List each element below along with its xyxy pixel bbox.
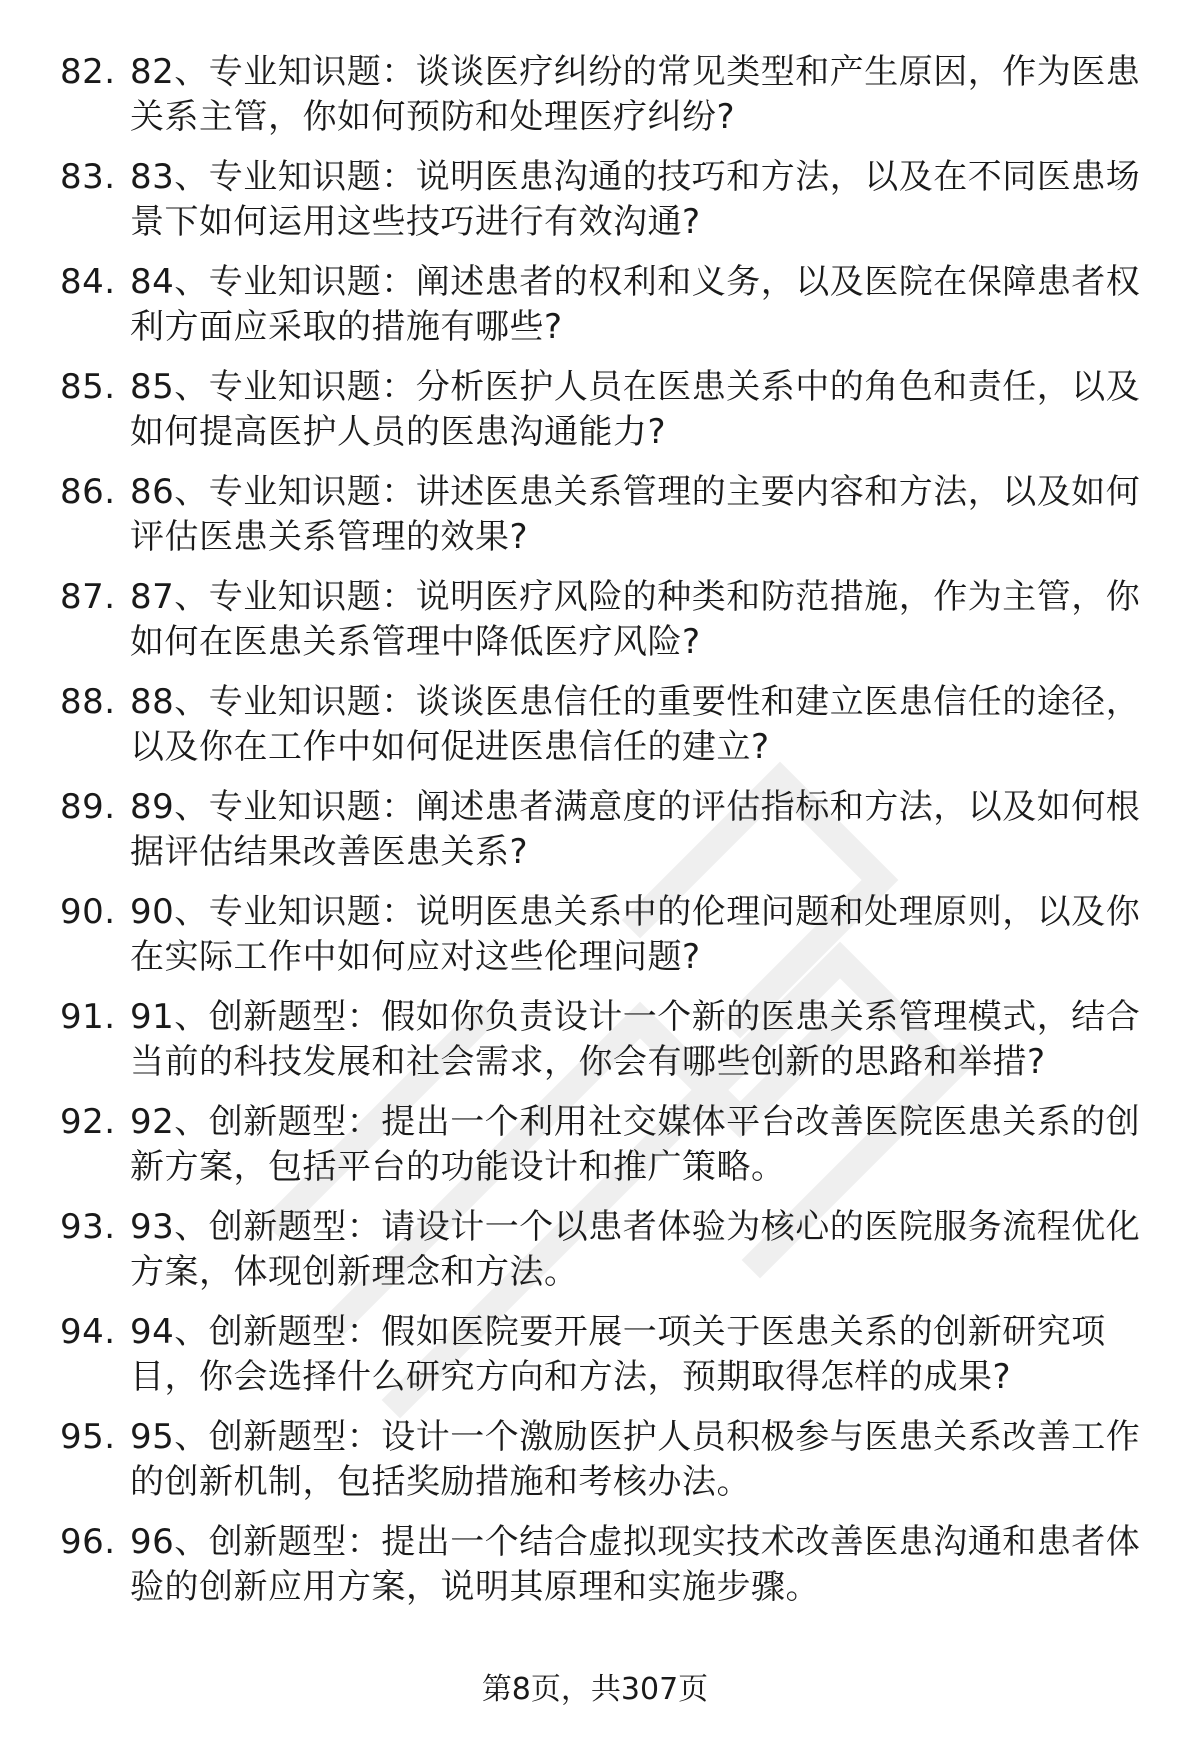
- list-item: [60, 785, 1160, 875]
- list-item: [60, 155, 1160, 245]
- list-item: [60, 890, 1160, 980]
- item-number: 95.: [60, 1417, 116, 1457]
- list-item: [60, 1415, 1160, 1505]
- list-item: [60, 1310, 1160, 1400]
- item-text: 89、专业知识题：阐述患者满意度的评估指标和方法，以及如何根据评估结果改善医患关系?: [130, 787, 1141, 872]
- item-text: 96、创新题型：提出一个结合虚拟现实技术改善医患沟通和患者体验的创新应用方案，说明其原理和实施步骤。: [130, 1522, 1141, 1607]
- item-number: 84.: [60, 262, 116, 302]
- item-number: 82.: [60, 52, 116, 92]
- item-text: 85、专业知识题：分析医护人员在医患关系中的角色和责任，以及如何提高医护人员的医患沟通能力?: [130, 367, 1141, 452]
- item-number: 94.: [60, 1312, 116, 1352]
- item-text: 92、创新题型：提出一个利用社交媒体平台改善医院医患关系的创新方案，包括平台的功能设计和推广策略。: [130, 1102, 1141, 1187]
- list-item: [60, 365, 1160, 455]
- item-text: 93、创新题型：请设计一个以患者体验为核心的医院服务流程优化方案，体现创新理念和方法。: [130, 1207, 1141, 1292]
- list-item: [60, 470, 1160, 560]
- item-number: 85.: [60, 367, 116, 407]
- item-text: 87、专业知识题：说明医疗风险的种类和防范措施，作为主管，你如何在医患关系管理中降低医疗风险?: [130, 577, 1141, 662]
- item-number: 87.: [60, 577, 116, 617]
- item-text: 90、专业知识题：说明医患关系中的伦理问题和处理原则，以及你在实际工作中如何应对这些伦理问题?: [130, 892, 1141, 977]
- item-text: 86、专业知识题：讲述医患关系管理的主要内容和方法，以及如何评估医患关系管理的效果?: [130, 472, 1141, 557]
- item-text: 95、创新题型：设计一个激励医护人员积极参与医患关系改善工作的创新机制，包括奖励措施和考核办法。: [130, 1417, 1141, 1502]
- item-number: 90.: [60, 892, 116, 932]
- item-text: 84、专业知识题：阐述患者的权利和义务，以及医院在保障患者权利方面应采取的措施有哪些?: [130, 262, 1141, 347]
- item-number: 88.: [60, 682, 116, 722]
- item-text: 88、专业知识题：谈谈医患信任的重要性和建立医患信任的途径，以及你在工作中如何促进医患信任的建立?: [130, 682, 1141, 767]
- item-number: 92.: [60, 1102, 116, 1142]
- item-number: 96.: [60, 1522, 116, 1562]
- item-text: 94、创新题型：假如医院要开展一项关于医患关系的创新研究项目，你会选择什么研究方向和方法，预期取得怎样的成果?: [130, 1312, 1106, 1397]
- item-number: 86.: [60, 472, 116, 512]
- item-number: 89.: [60, 787, 116, 827]
- list-item: [60, 575, 1160, 665]
- list-item: [60, 1205, 1160, 1295]
- item-text: 82、专业知识题：谈谈医疗纠纷的常见类型和产生原因，作为医患关系主管，你如何预防和处理医疗纠纷?: [130, 52, 1141, 137]
- item-number: 93.: [60, 1207, 116, 1247]
- item-text: 83、专业知识题：说明医患沟通的技巧和方法，以及在不同医患场景下如何运用这些技巧进行有效沟通?: [130, 157, 1141, 242]
- item-number: 91.: [60, 997, 116, 1037]
- list-item: [60, 260, 1160, 350]
- list-item: [60, 1520, 1160, 1610]
- question-list: [60, 50, 1160, 1625]
- list-item: [60, 50, 1160, 140]
- item-text: 91、创新题型：假如你负责设计一个新的医患关系管理模式，结合当前的科技发展和社会需求，你会有哪些创新的思路和举措?: [130, 997, 1141, 1082]
- list-item: [60, 1100, 1160, 1190]
- list-item: [60, 680, 1160, 770]
- item-number: 83.: [60, 157, 116, 197]
- list-item: [60, 995, 1160, 1085]
- page-number-footer: 第8页，共307页: [481, 1672, 709, 1707]
